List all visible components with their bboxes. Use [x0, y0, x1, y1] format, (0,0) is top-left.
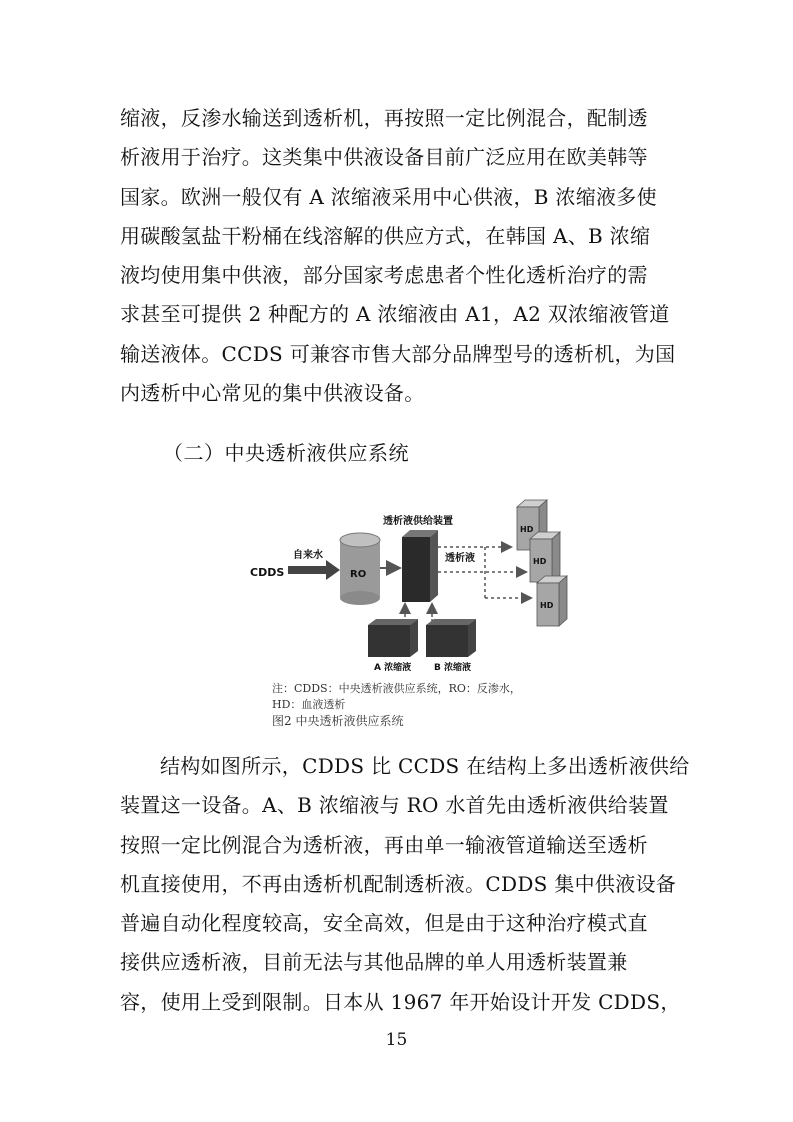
cdds-label: CDDS	[250, 566, 285, 579]
text-line: 用碳酸氢盐干粉桶在线溶解的供应方式，在韩国 A、B 浓缩	[120, 223, 651, 248]
tap-water-arrow	[288, 560, 340, 580]
tap-water-label: 自来水	[293, 550, 323, 561]
hd-label-1: HD	[520, 525, 534, 534]
ro-label: RO	[350, 569, 367, 580]
supply-device-label: 透析液供给装置	[383, 516, 453, 527]
text-line: 结构如图所示，CDDS 比 CCDS 在结构上多出透析液供给	[160, 754, 690, 778]
dialysate-label: 透析液	[445, 553, 475, 564]
cdds-diagram	[240, 495, 600, 690]
text-line: 求甚至可提供 2 种配方的 A 浓缩液由 A1，A2 双浓缩液管道	[120, 302, 670, 327]
text-line: 按照一定比例混合为透析液，再由单一输液管道输送至透析	[120, 832, 648, 857]
a-concentrate-label: A 浓缩液	[374, 663, 412, 673]
text-line: 析液用于治疗。这类集中供液设备目前广泛应用在欧美韩等	[120, 145, 648, 170]
b-concentrate-label: B 浓缩液	[434, 663, 471, 673]
text-line: 液均使用集中供液，部分国家考虑患者个性化透析治疗的需	[120, 263, 648, 288]
hd-label-2: HD	[533, 557, 547, 566]
diagram-svg	[240, 495, 600, 690]
text-line: 接供应透析液，目前无法与其他品牌的单人用透析装置兼	[120, 950, 628, 975]
text-line: 机直接使用，不再由透析机配制透析液。CDDS 集中供液设备	[120, 871, 677, 896]
figure-caption: 图2 中央透析液供应系统	[272, 714, 404, 728]
figure-note-line-2: HD：血液透析	[272, 698, 346, 711]
page-number: 15	[385, 1030, 408, 1050]
text-line: 装置这一设备。A、B 浓缩液与 RO 水首先由透析液供给装置	[120, 793, 669, 818]
paragraph-intro	[120, 99, 680, 413]
text-line: 国家。欧洲一般仅有 A 浓缩液采用中心供液，B 浓缩液多使	[120, 184, 657, 209]
text-line: 容，使用上受到限制。日本从 1967 年开始设计开发 CDDS，	[120, 989, 681, 1014]
section-heading: （二）中央透析液供应系统	[163, 441, 409, 465]
text-line: 内透析中心常见的集中供液设备。	[120, 381, 425, 406]
b-concentrate-tank	[426, 619, 476, 657]
text-line: 缩液，反渗水输送到透析机，再按照一定比例混合，配制透	[120, 106, 648, 130]
text-line: 普遍自动化程度较高，安全高效，但是由于这种治疗模式直	[120, 911, 648, 936]
hd-label-3: HD	[540, 601, 554, 610]
paragraph-structure	[120, 747, 690, 1022]
a-concentrate-tank	[368, 619, 418, 657]
supply-device	[402, 530, 438, 602]
text-line: 输送液体。CCDS 可兼容市售大部分品牌型号的透析机，为国	[120, 341, 676, 366]
figure-note-line-1: 注：CDDS：中央透析液供应系统，RO：反渗水，	[272, 682, 521, 695]
